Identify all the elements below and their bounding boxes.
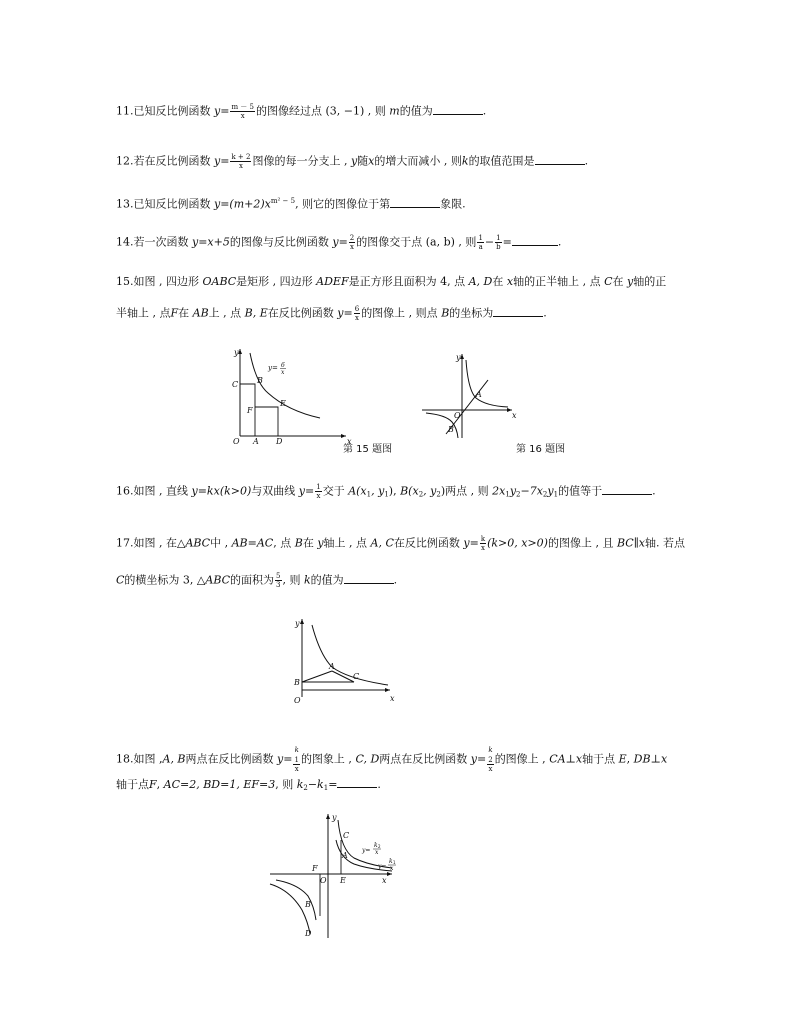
svg-text:O: O bbox=[294, 696, 301, 705]
answer-blank bbox=[493, 315, 543, 317]
svg-text:C: C bbox=[343, 831, 350, 840]
hyperbola-curve bbox=[250, 353, 320, 418]
answer-blank bbox=[602, 493, 652, 495]
svg-text:D: D bbox=[305, 929, 312, 938]
answer-blank bbox=[344, 582, 394, 584]
svg-text:B: B bbox=[448, 425, 454, 434]
square-adef bbox=[255, 407, 278, 436]
svg-text:y: y bbox=[332, 813, 337, 822]
svg-text:x: x bbox=[390, 865, 394, 872]
question-18-line2: 轴于点F, AC=2, BD=1, EF=3, 则 $k_2-k_1=$ . bbox=[116, 778, 381, 792]
svg-text:x: x bbox=[382, 876, 387, 885]
svg-text:x: x bbox=[375, 849, 379, 856]
question-18-line1: 18.如图 ,A, B两点在反比例函数 y= k $_1$ x 的图象上 , C, D两点在反比例函数 y= k $_2$ x 的图像上 , CA⊥x轴于点 E, DB⊥x bbox=[116, 746, 668, 773]
svg-text:x: x bbox=[390, 694, 395, 703]
question-14: 14.若一次函数 y=x+5的图像与反比例函数 y= $\frac{2}{x}$ 的图像交于点 (a, b) , 则 $\frac{1}{a}$ − $\frac{1}{b}$ = . bbox=[116, 234, 562, 251]
question-15-line1: 15.如图 , 四边形 OABC是矩形 , 四边形 ADEF是正方形且面积为 4, 点 A, D在 x轴的正半轴上 , 点 C在 y轴的正 bbox=[116, 275, 667, 288]
question-11: 11.已知反比例函数 y= $\frac{m - 5}{x}$ 的图像经过点 (3, −1) , 则 m的值为 . bbox=[116, 103, 487, 120]
svg-text:O: O bbox=[454, 411, 461, 420]
svg-text:A: A bbox=[476, 390, 482, 399]
segment-ab bbox=[302, 671, 332, 682]
svg-text:1: 1 bbox=[393, 860, 396, 865]
figure-16 bbox=[420, 350, 520, 440]
figure-18 bbox=[268, 810, 408, 940]
fraction: $\frac{m - 5}{x}$ bbox=[231, 103, 254, 120]
svg-text:B: B bbox=[294, 678, 300, 687]
figure-15 bbox=[228, 343, 358, 453]
answer-blank bbox=[337, 786, 377, 788]
svg-text:6: 6 bbox=[281, 362, 285, 369]
fraction: $\frac{k + 2}{x}$ bbox=[231, 153, 251, 170]
answer-blank bbox=[535, 163, 585, 165]
svg-text:C: C bbox=[353, 672, 360, 681]
svg-text:y: y bbox=[456, 353, 461, 362]
svg-text:F: F bbox=[312, 864, 318, 873]
svg-text:x: x bbox=[281, 369, 285, 376]
question-15-line2: 半轴上 , 点F在 AB上 , 点 B, E在反比例函数 y= $\frac{6}{x}$ 的图像上 , 则点 B的坐标为 . bbox=[116, 305, 547, 322]
figure-16-caption: 第 16 题图 bbox=[516, 444, 566, 455]
svg-text:E: E bbox=[340, 876, 346, 885]
figure-15-caption: 第 15 题图 bbox=[343, 444, 393, 455]
svg-text:B: B bbox=[305, 900, 311, 909]
svg-text:x: x bbox=[512, 411, 517, 420]
question-13: 13.已知反比例函数 $y=(m+2)x^{m^2 - 5}$, 则它的图像位于第 象限. bbox=[116, 197, 466, 211]
svg-text:D: D bbox=[276, 437, 283, 446]
svg-text:O: O bbox=[233, 437, 240, 446]
answer-blank bbox=[512, 244, 558, 246]
svg-text:2: 2 bbox=[378, 844, 381, 849]
svg-text:F: F bbox=[247, 406, 253, 415]
svg-text:A: A bbox=[253, 437, 259, 446]
svg-text:C: C bbox=[232, 380, 239, 389]
question-17-line1: 17.如图 , 在△ABC中 , AB=AC, 点 B在 y轴上 , 点 A, C在反比例函数 y= $\frac{k}{x}$ (k>0, x>0)的图像上 , 且 BC∥x轴. 若点 bbox=[116, 535, 685, 552]
question-12: 12.若在反比例函数 y= $\frac{k + 2}{x}$ 图像的每一分支上 , y随x的增大而减小 , 则k的取值范围是 . bbox=[116, 153, 589, 170]
svg-text:y: y bbox=[295, 619, 300, 628]
svg-text:k: k bbox=[374, 842, 378, 849]
svg-text:B: B bbox=[257, 376, 263, 385]
hyperbola-curve bbox=[312, 625, 388, 685]
svg-text:E: E bbox=[280, 399, 286, 408]
svg-text:y=: y= bbox=[378, 863, 387, 870]
svg-text:y=: y= bbox=[268, 364, 278, 372]
svg-text:k: k bbox=[389, 858, 393, 865]
figure-17 bbox=[290, 615, 400, 710]
svg-text:O: O bbox=[320, 876, 327, 885]
answer-blank bbox=[433, 113, 483, 115]
svg-text:x: x bbox=[347, 437, 352, 446]
question-16: 16.如图 , 直线 y=kx(k>0)与双曲线 y= $\frac{1}{x}$ 交于 $A(x_1$, $y_1$), $B(x_2$, $y_2$)两点 , 则 $2x_1y_2-7x_2y_1$的值等于 . bbox=[116, 483, 656, 500]
svg-text:A: A bbox=[329, 662, 335, 671]
answer-blank bbox=[390, 206, 440, 208]
svg-text:A: A bbox=[342, 851, 348, 860]
question-17-line2: C的横坐标为 3, △ABC的面积为 $\frac{5}{3}$ , 则 k的值为 . bbox=[116, 572, 398, 589]
svg-text:y=: y= bbox=[362, 847, 371, 854]
hyperbola-k2 bbox=[338, 820, 392, 868]
svg-text:y: y bbox=[234, 348, 239, 357]
